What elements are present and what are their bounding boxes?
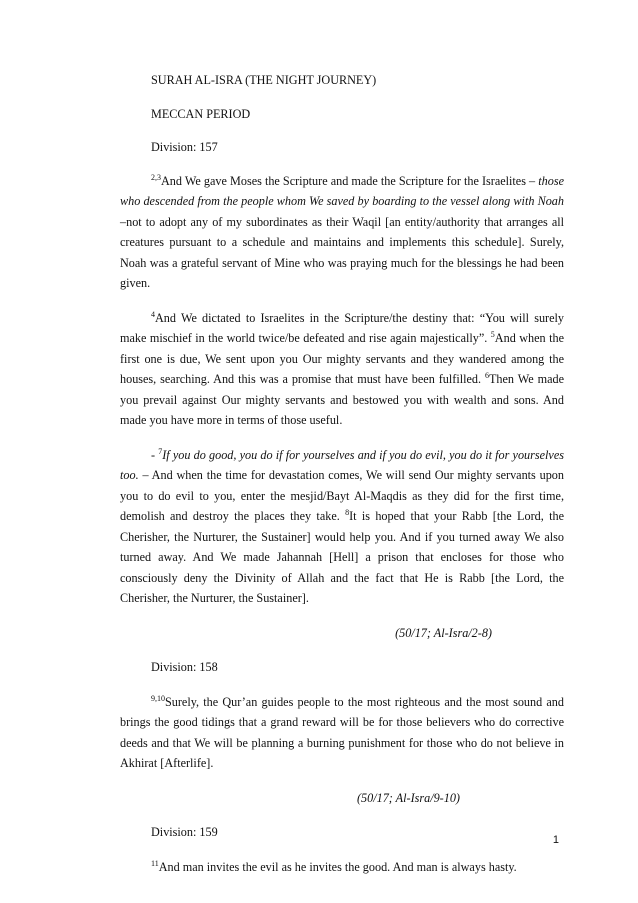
- verse-italic-text: If you do good, you do if for yourselves and if you do evil, you do it for yourselves too.: [120, 447, 564, 482]
- verse-text: – And when the time for devastation comes, We will send Our mighty servants upon you to do evil to you, enter the mesjid/Bayt Al-Maqdis as they did for the first time, demolish and destroy the places they take.: [120, 468, 564, 523]
- division-157-label: Division: 157: [151, 140, 218, 154]
- page-number: 1: [552, 833, 559, 846]
- verse-text: And We dictated to Israelites in the Scripture/the destiny that: “You will surely make mischief in the world twice/be defeated and rise again majestically”.: [120, 310, 564, 345]
- verse-9-10-paragraph: [120, 692, 564, 774]
- verse-11-paragraph: [120, 857, 564, 878]
- reference-citation: (50/17; Al-Isra/2-8): [395, 625, 492, 640]
- division-159-label: Division: 159: [151, 825, 218, 839]
- verse-number: 5: [490, 330, 495, 339]
- verse-text: And when the first one is due, We sent upon you Our mighty servants and they wandered among the houses, searching. And this was a promise that must have been fulfilled.: [120, 331, 565, 386]
- verse-text: It is hoped that your Rabb [the Lord, the Cherisher, the Nurturer, the Sustainer] would help you. And if you turned away We also turned away. And We made Jahannah [Hell] a prison that encloses for those who consciously deny the Divinity of Allah and the fact that He is Rabb [the Lord, the Cherisher, the Nurturer, the Sustainer].: [120, 509, 564, 605]
- verse-number: 4: [151, 309, 155, 319]
- verse-text: –not to adopt any of my subordinates as their Waqil [an entity/authority that arranges all creatures pursuant to a schedule and maintains and implements this schedule]. Surely, Noah was a grateful servant of Mine who was praying much for the blessings he had been given.: [120, 214, 564, 290]
- division-158-label: Division: 158: [151, 660, 218, 674]
- verse-text: And We gave Moses the Scripture and made the Scripture for the Israelites –: [161, 173, 536, 188]
- verse-text: And man invites the evil as he invites the good. And man is always hasty.: [158, 859, 517, 874]
- reference-citation: (50/17; Al-Isra/9-10): [356, 790, 460, 805]
- surah-title: SURAH AL-ISRA (THE NIGHT JOURNEY): [151, 73, 377, 87]
- verse-number: 2,3: [151, 172, 161, 182]
- verse-2-3-paragraph: [120, 171, 564, 294]
- verse-number: 6: [484, 371, 489, 380]
- verse-number: 7: [158, 446, 163, 456]
- period-label: MECCAN PERIOD: [151, 106, 251, 121]
- verse-italic-text: those who descended from the people whom We saved by boarding to the vessel along with Noah: [120, 173, 564, 208]
- verse-number: 11: [151, 858, 159, 868]
- verse-text: Then We made you prevail against Our mighty servants and bestowed you with wealth and sons. And made you have more in terms of those useful.: [120, 372, 564, 427]
- verse-number: 8: [345, 508, 350, 517]
- dash: -: [151, 447, 159, 462]
- verse-4-6-paragraph: [120, 308, 564, 431]
- document-body: [120, 70, 564, 877]
- verse-number: 9,10: [151, 693, 165, 703]
- verse-text: Surely, the Qur’an guides people to the most righteous and the most sound and brings the good tidings that a grand reward will be for those believers who do corrective deeds and that We will be planning a burning punishment for those who do not believe in Akhirat [Afterlife].: [120, 694, 564, 770]
- verse-7-8-paragraph: [120, 445, 564, 609]
